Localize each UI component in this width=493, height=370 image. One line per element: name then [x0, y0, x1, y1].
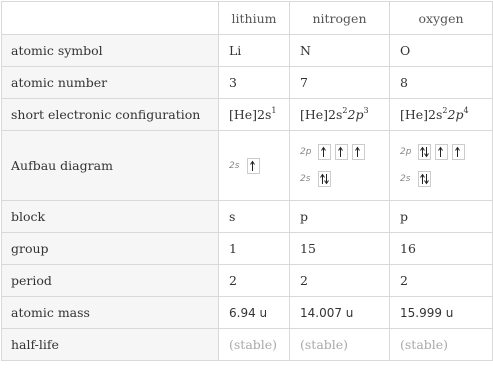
row-label: atomic symbol — [2, 35, 219, 67]
cell-oxygen: 8 — [390, 67, 493, 99]
row-half-life — [2, 329, 493, 361]
cell-lithium — [219, 99, 290, 131]
orbital-box — [418, 144, 431, 160]
orbital-box — [247, 158, 260, 174]
cell-lithium — [219, 131, 290, 201]
up-arrow-icon — [354, 146, 363, 158]
up-down-arrow-pair-icon — [420, 146, 429, 158]
header-row — [2, 2, 493, 35]
row-short-electronic-configuration — [2, 99, 493, 131]
row-aufbau-diagram — [2, 131, 493, 201]
config-p-orbital: 2p — [447, 107, 464, 122]
row-label: short electronic configuration — [2, 99, 219, 131]
header-corner — [2, 2, 219, 35]
orbital-box — [318, 144, 331, 160]
orbital-label: 2s — [300, 174, 311, 184]
cell-lithium: (stable) — [219, 329, 290, 361]
aufbau-diagram — [300, 142, 389, 190]
orbital-label: 2p — [300, 147, 312, 157]
cell-lithium: 1 — [219, 233, 290, 265]
row-label: half-life — [2, 329, 219, 361]
cell-oxygen: 15.999 u — [390, 297, 493, 329]
up-down-arrow-pair-icon — [320, 173, 329, 185]
cell-nitrogen: 2 — [290, 265, 390, 297]
element-comparison-table — [1, 1, 493, 361]
cell-nitrogen — [290, 99, 390, 131]
up-down-arrow-pair-icon — [420, 173, 429, 185]
orbital-box — [435, 144, 448, 160]
up-arrow-icon — [437, 146, 446, 158]
config-core: [He]2s — [300, 107, 343, 122]
cell-oxygen: O — [390, 35, 493, 67]
cell-nitrogen: 7 — [290, 67, 390, 99]
cell-nitrogen: 14.007 u — [290, 297, 390, 329]
orbital-2p — [400, 144, 492, 161]
up-arrow-icon — [454, 146, 463, 158]
cell-lithium: 6.94 u — [219, 297, 290, 329]
up-arrow-icon — [337, 146, 346, 158]
row-label: block — [2, 201, 219, 233]
cell-nitrogen: N — [290, 35, 390, 67]
orbital-2p — [300, 144, 389, 161]
orbital-label: 2p — [400, 147, 412, 157]
config-s-exponent: 1 — [271, 105, 277, 115]
cell-lithium: s — [219, 201, 290, 233]
cell-nitrogen: p — [290, 201, 390, 233]
row-atomic-mass — [2, 297, 493, 329]
cell-nitrogen — [290, 131, 390, 201]
orbital-box — [335, 144, 348, 160]
row-atomic-symbol — [2, 35, 493, 67]
column-header-nitrogen: nitrogen — [290, 2, 390, 35]
row-label: group — [2, 233, 219, 265]
row-label: atomic mass — [2, 297, 219, 329]
row-block — [2, 201, 493, 233]
config-p-exponent: 4 — [463, 105, 469, 115]
config-p-orbital: 2p — [347, 107, 364, 122]
cell-lithium: 2 — [219, 265, 290, 297]
config-core: [He]2s — [229, 107, 272, 122]
orbital-box — [352, 144, 365, 160]
orbital-label: 2s — [400, 174, 411, 184]
cell-oxygen: p — [390, 201, 493, 233]
row-label: Aufbau diagram — [2, 131, 219, 201]
cell-lithium: Li — [219, 35, 290, 67]
row-period — [2, 265, 493, 297]
cell-oxygen — [390, 131, 493, 201]
config-s-exponent: 2 — [342, 105, 348, 115]
orbital-box — [452, 144, 465, 160]
column-header-lithium: lithium — [219, 2, 290, 35]
config-core: [He]2s — [400, 107, 443, 122]
cell-oxygen: (stable) — [390, 329, 493, 361]
row-label: period — [2, 265, 219, 297]
up-arrow-icon — [249, 160, 258, 172]
cell-oxygen — [390, 99, 493, 131]
orbital-2s — [400, 171, 492, 188]
cell-oxygen: 16 — [390, 233, 493, 265]
row-label: atomic number — [2, 67, 219, 99]
aufbau-diagram — [400, 142, 492, 190]
orbital-2s — [300, 171, 389, 188]
cell-oxygen: 2 — [390, 265, 493, 297]
aufbau-diagram — [229, 155, 289, 176]
up-arrow-icon — [320, 146, 329, 158]
orbital-box — [418, 171, 431, 187]
orbital-2s — [229, 157, 289, 174]
config-s-exponent: 2 — [442, 105, 448, 115]
orbital-label: 2s — [229, 160, 240, 171]
row-group — [2, 233, 493, 265]
cell-lithium: 3 — [219, 67, 290, 99]
row-atomic-number — [2, 67, 493, 99]
column-header-oxygen: oxygen — [390, 2, 493, 35]
cell-nitrogen: 15 — [290, 233, 390, 265]
config-p-exponent: 3 — [363, 105, 369, 115]
orbital-box — [318, 171, 331, 187]
cell-nitrogen: (stable) — [290, 329, 390, 361]
